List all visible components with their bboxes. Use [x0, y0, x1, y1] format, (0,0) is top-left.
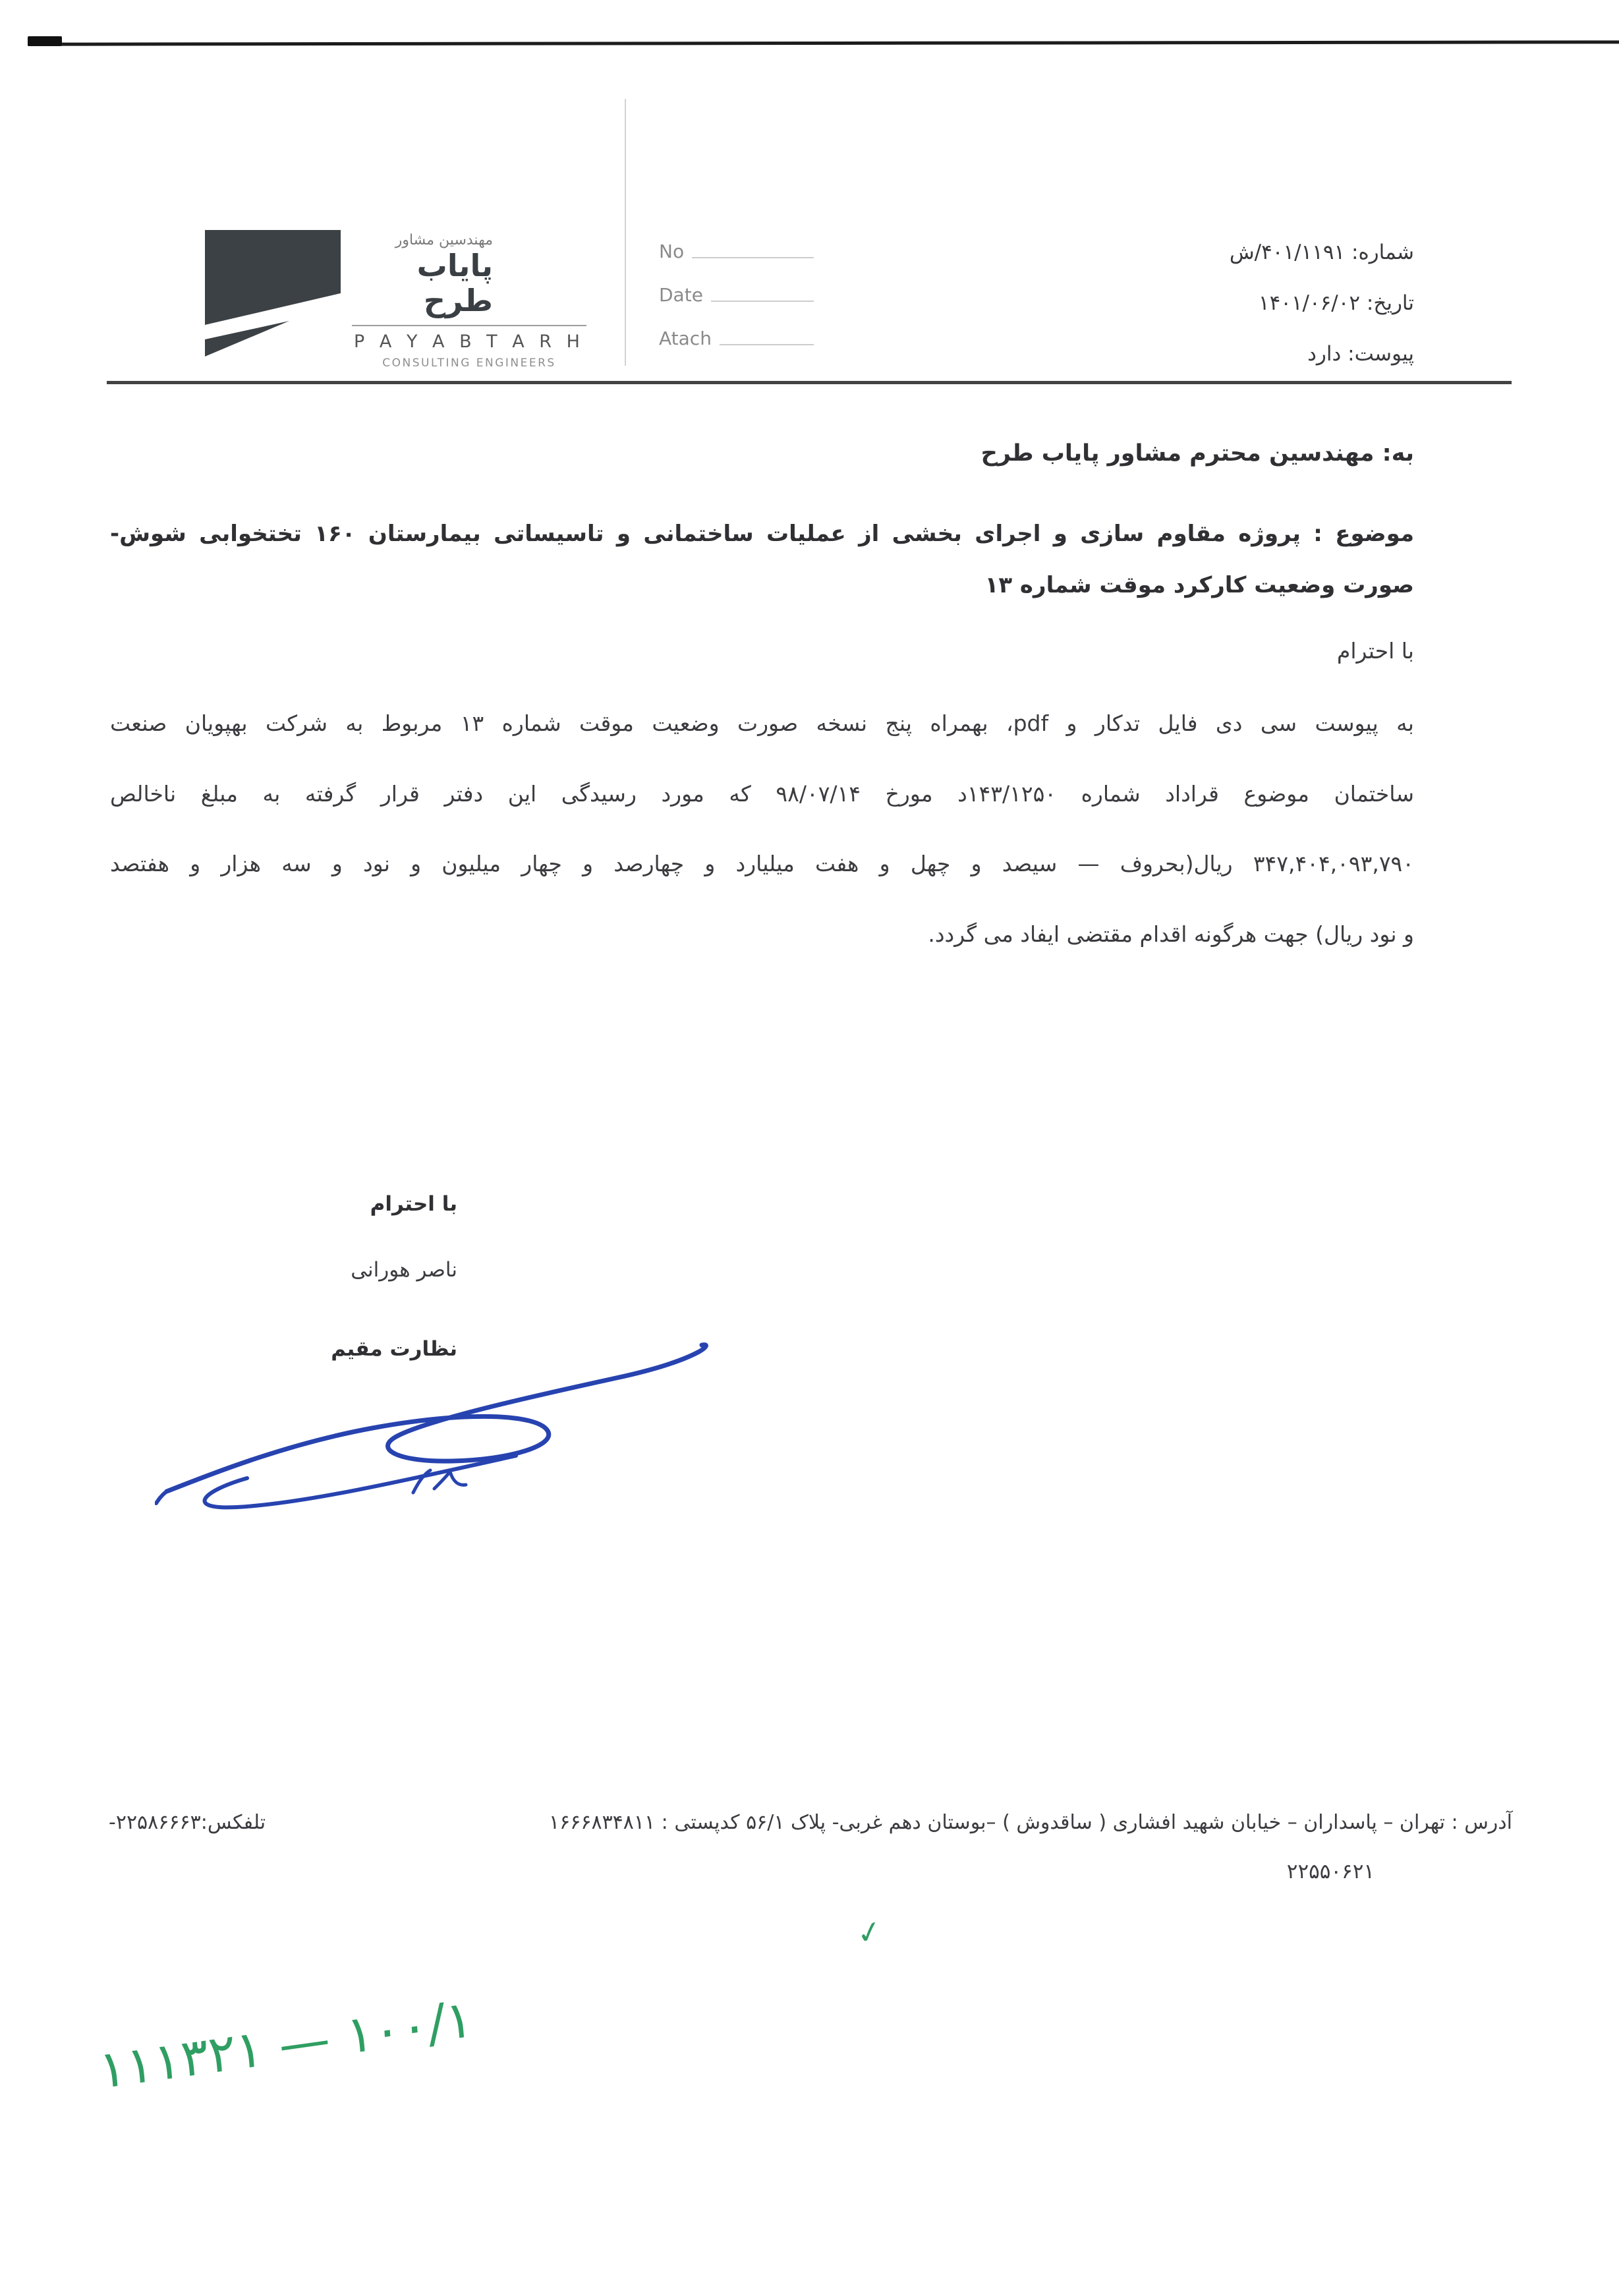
paragraph-line-3: ۳۴۷,۴۰۴,۰۹۳,۷۹۰ ریال(بحروف — سیصد و چهل و هفت میلیارد و چهارصد و چهار میلیون و نود و سه هزار و هفتصد [110, 851, 1414, 876]
green-handwritten-number: ۱۱۱۳۲۱ — ۱۰۰/۱ [96, 1989, 475, 2101]
attach-blank-line [720, 343, 814, 345]
paragraph-line-4: و نود ریال) جهت هرگونه اقدام مقتضی ایفاد می گردد. [928, 921, 1414, 947]
logo-persian-title: پایاب طرح [416, 248, 493, 318]
letter-date: تاریخ: ۱۴۰۱/۰۶/۰۲ [1258, 291, 1414, 315]
attach-field-row [659, 328, 814, 349]
no-blank-line [692, 256, 814, 258]
signatory-title: نظارت مقیم [331, 1337, 457, 1361]
no-field-row [659, 241, 814, 262]
letterhead-field-labels [659, 241, 814, 371]
salutation: با احترام [1336, 638, 1414, 664]
subject-line-1: موضوع : پروژه مقاوم سازی و اجرای بخشی از عملیات ساختمانی و تاسیساتی بیمارستان ۱۶۰ تختخوابی شوش- [110, 521, 1414, 547]
footer-telefax: تلفکس:۲۲۵۸۶۶۶۳- [109, 1811, 266, 1834]
attach-label: Atach [659, 328, 712, 349]
signatory-name: ناصر هورانی [351, 1258, 457, 1282]
date-blank-line [711, 300, 814, 302]
logo-latin-subtitle: CONSULTING ENGINEERS [382, 356, 556, 370]
letter-number: شماره: ۴۰۱/۱۱۹۱/ش [1229, 241, 1414, 264]
scan-artifact-blob [28, 36, 62, 46]
date-label: Date [659, 284, 703, 306]
letter-attachment: پیوست: دارد [1307, 342, 1414, 366]
letterhead-vertical-divider [625, 99, 626, 366]
logo-text-block [352, 232, 586, 370]
scan-artifact-line [28, 40, 1619, 45]
paragraph-line-1: به پیوست سی دی فایل تدکار و pdf، بهمراه پنج نسخه صورت وضعیت موقت شماره ۱۳ مربوط به شرکت بهپویان صنعت [110, 710, 1414, 736]
logo-latin-block [352, 325, 586, 370]
handwritten-signature-scribble [155, 1315, 722, 1526]
payabtarh-logo-icon [205, 230, 341, 357]
footer-line [109, 1811, 1512, 1834]
letterhead-rule [107, 381, 1512, 384]
letterhead-meta-block [1230, 227, 1414, 380]
logo-latin-name: P A Y A B T A R H [354, 331, 584, 352]
footer-address: آدرس : تهران – پاسداران – خیابان شهید افشاری ( ساقدوش ) –بوستان دهم غربی- پلاک ۵۶/۱ کدپستی : ۱۶۶۶۸۳۴۸۱۱ [549, 1811, 1512, 1834]
green-check-mark-icon: ✓ [853, 1912, 886, 1953]
no-label: No [659, 241, 685, 262]
recipient-line: به: مهندسین محترم مشاور پایاب طرح [980, 440, 1414, 467]
logo-persian-subtitle: مهندسین مشاور [395, 232, 493, 248]
footer-phone-continuation: ۲۲۵۵۰۶۲۱ [1286, 1860, 1375, 1883]
date-field-row [659, 284, 814, 306]
signature-closing: با احترام [370, 1192, 457, 1216]
paragraph-line-2: ساختمان موضوع قراداد شماره ۱۴۳/۱۲۵۰د مورخ ۹۸/۰۷/۱۴ که مورد رسیدگی این دفتر قرار گرفته به مبلغ ناخالص [110, 781, 1414, 807]
subject-line-2: صورت وضعیت کارکرد موقت شماره ۱۳ [984, 572, 1414, 598]
